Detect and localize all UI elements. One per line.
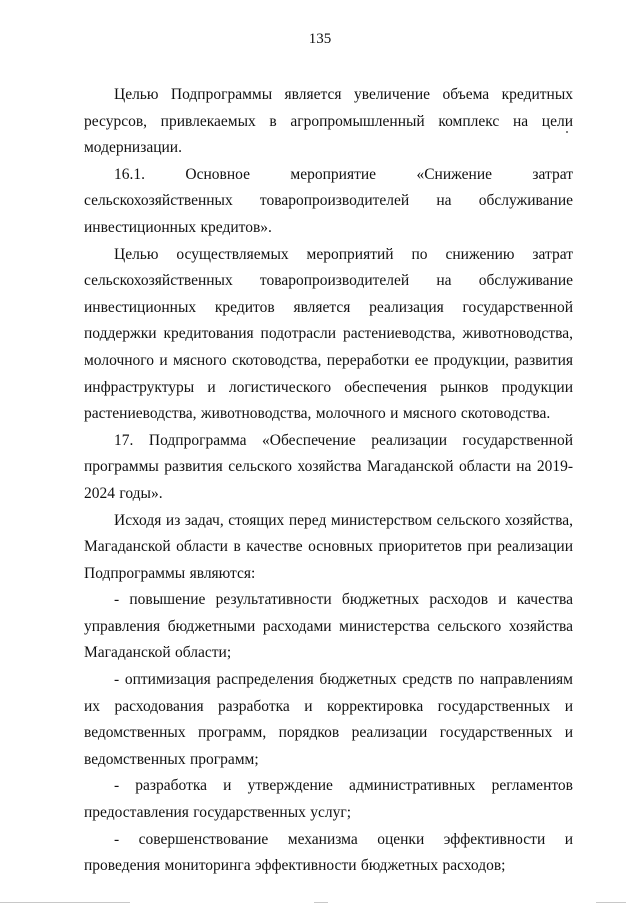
scan-dot-mark <box>566 131 568 133</box>
paragraph-activity-goal: Целью осуществляемых мероприятий по снижению затрат сельскохозяйственных товаропроизводителей на обслуживание инвестиционных кредитов является реализация государственной поддержки кредитования подотрасли растениеводства, животноводства, молочного и мясного скотоводства, переработки ее продукции, развития инфраструктуры и логистического обеспечения рынков продукции растениеводства, животноводства, молочного и мясного скотоводства. <box>84 245 573 423</box>
paragraph-goal: Целью Подпрограммы является увеличение объема кредитных ресурсов, привлекаемых в агропромышленный комплекс на цели модернизации. <box>84 86 573 157</box>
scan-edge-mark-left <box>0 902 130 903</box>
scan-edge-mark-center <box>314 902 328 903</box>
list-item-effectiveness: - повышение результативности бюджетных расходов и качества управления бюджетными расходами министерства сельского хозяйства Магаданской области; <box>84 591 573 662</box>
list-item-monitoring: - совершенствование механизма оценки эффективности и проведения мониторинга эффективности бюджетных расходов; <box>84 830 573 875</box>
document-body <box>84 82 573 880</box>
paragraph-main-activity-16-1: 16.1. Основное мероприятие «Снижение затрат сельскохозяйственных товаропроизводителей на обслуживание инвестиционных кредитов». <box>84 165 573 236</box>
page-number: 135 <box>308 31 332 47</box>
paragraph-priorities-intro: Исходя из задач, стоящих перед министерством сельского хозяйства, Магаданской области в качестве основных приоритетов при реализации Подпрограммы являются: <box>84 511 573 582</box>
paragraph-subprogram-17: 17. Подпрограмма «Обеспечение реализации государственной программы развития сельского хозяйства Магаданской области на 2019-2024 годы». <box>84 431 573 502</box>
scan-edge-mark-right <box>596 902 626 903</box>
list-item-regulations: - разработка и утверждение административных регламентов предоставления государственных услуг; <box>84 777 573 822</box>
list-item-optimization: - оптимизация распределения бюджетных средств по направлениям их расходования разработка и корректировка государственных и ведомственных программ, порядков реализации государственных и ведомственных программ; <box>84 671 573 768</box>
